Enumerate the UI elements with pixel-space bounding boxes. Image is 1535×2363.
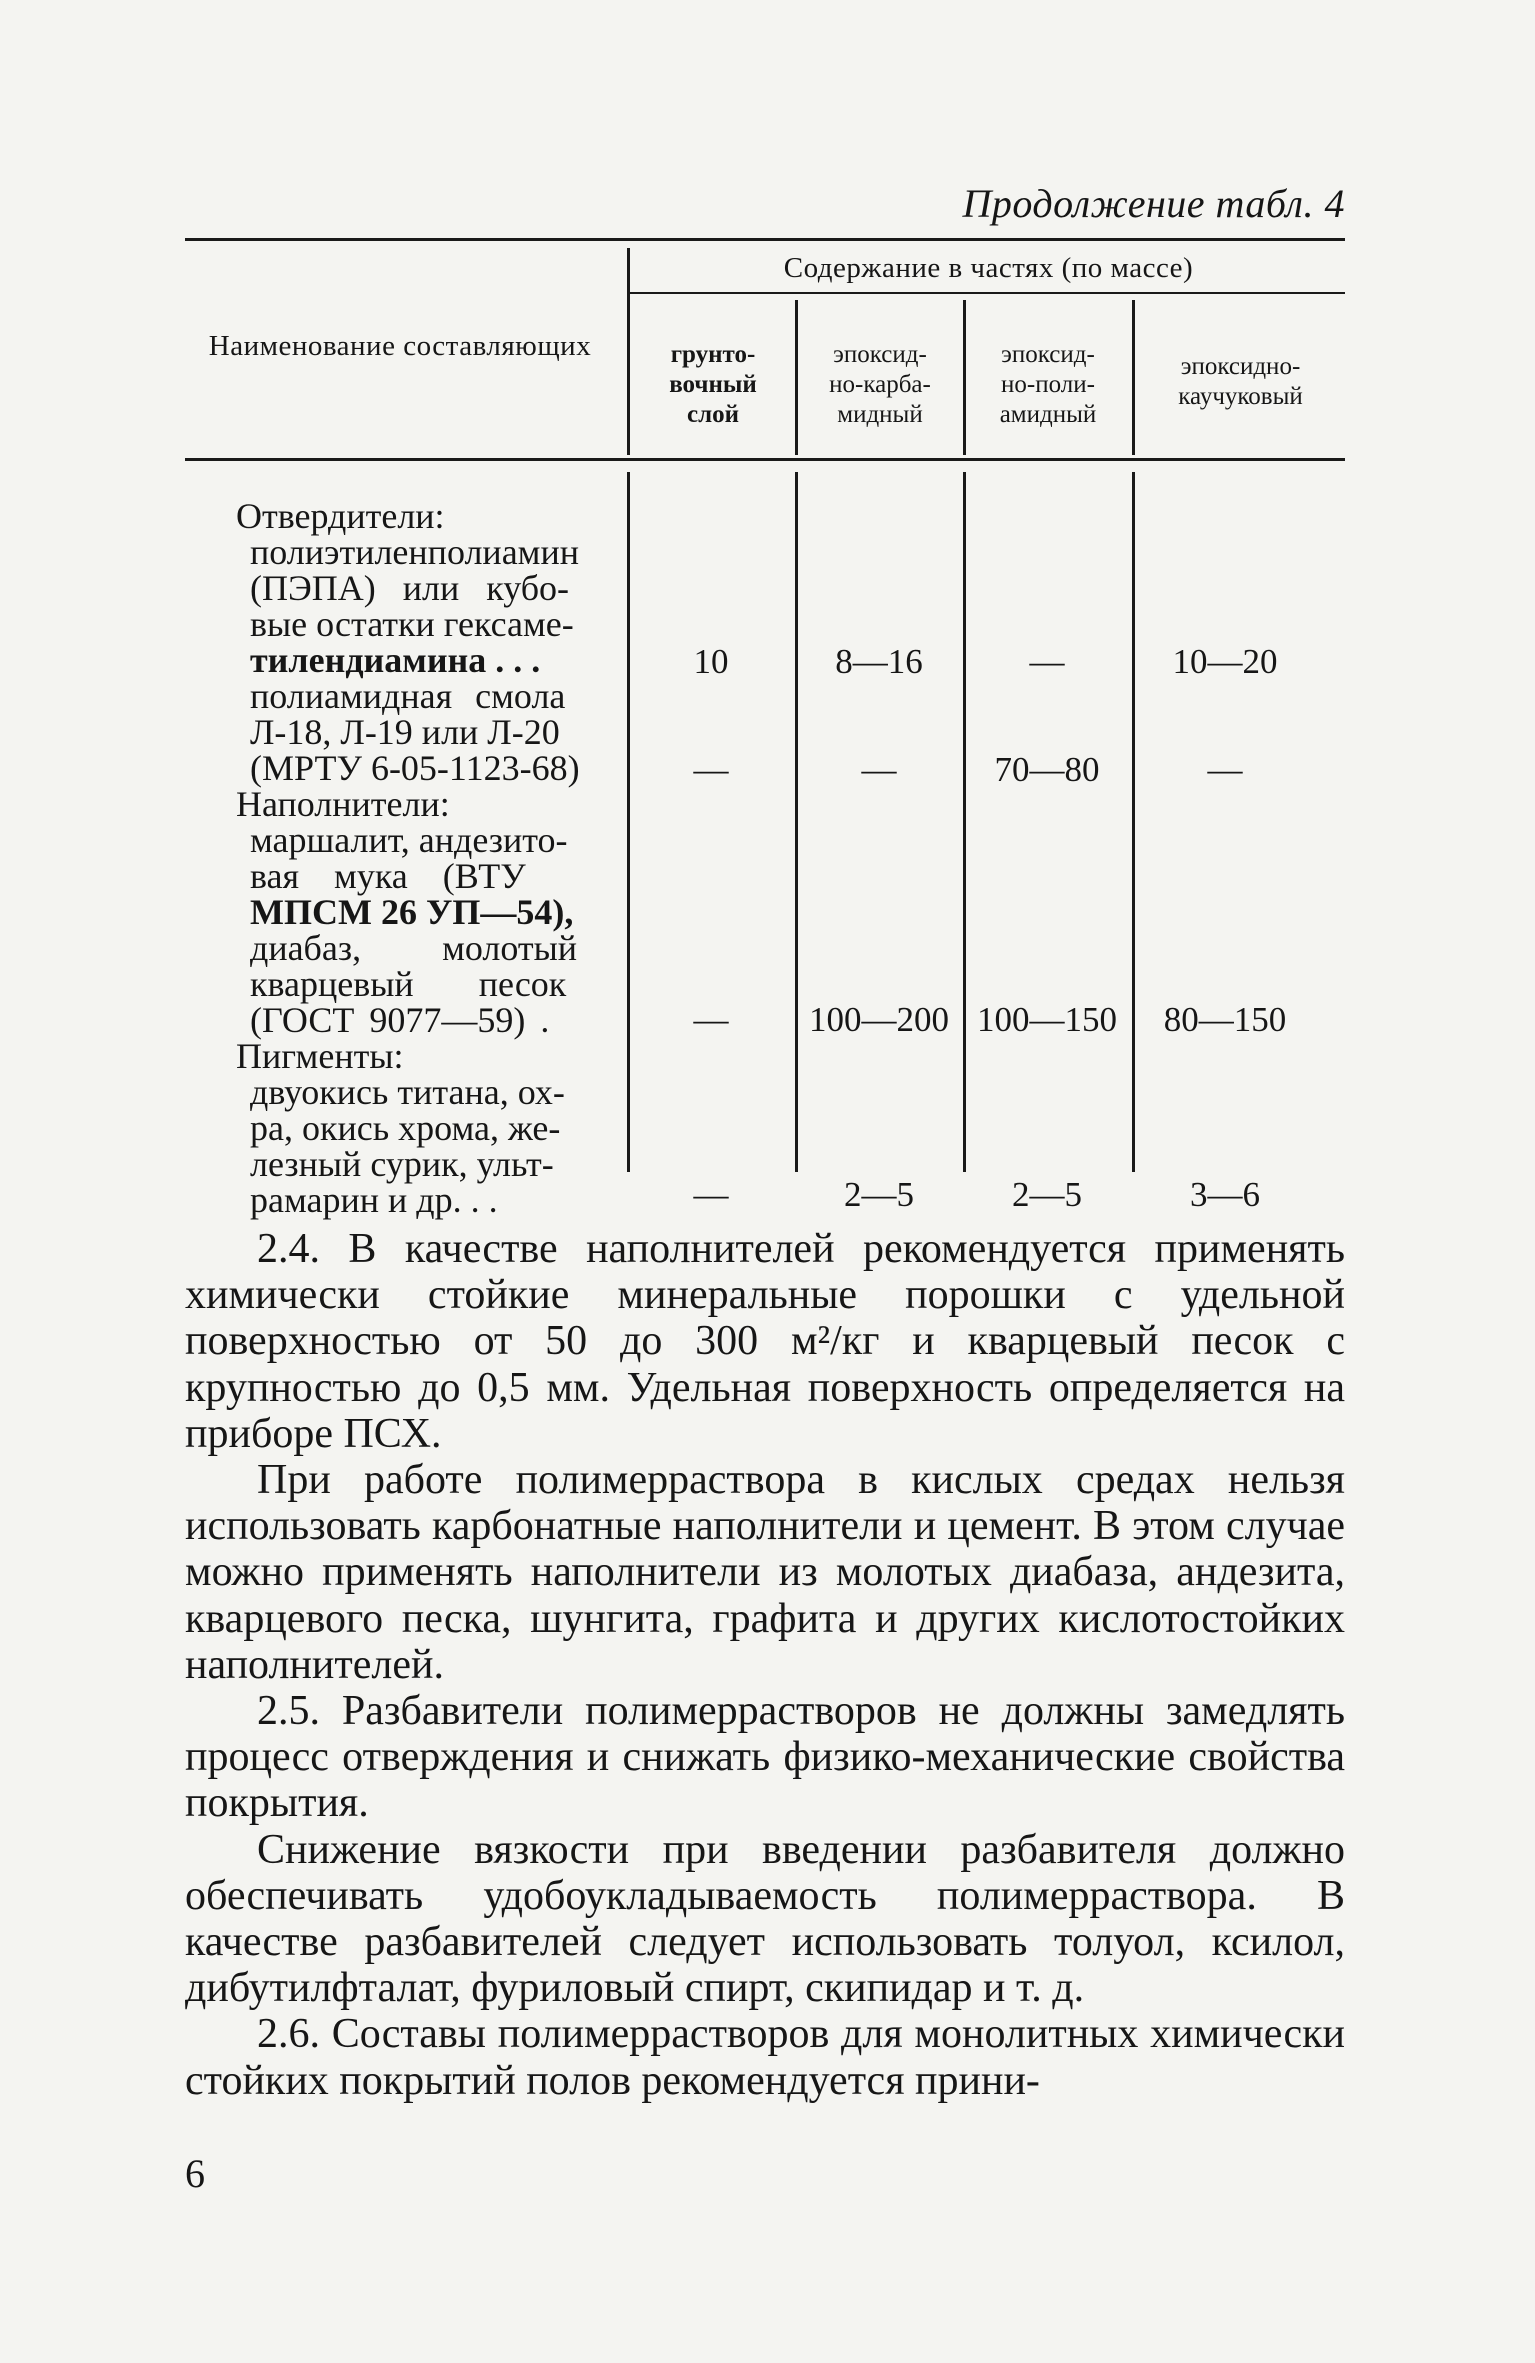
table-cell: 70—80: [994, 750, 1100, 789]
page-number: 6: [185, 2151, 205, 2196]
row-desc-line: (ГОСТ 9077—59) .: [250, 1000, 550, 1040]
header-bottom-rule: [185, 458, 1345, 461]
row-desc-line: вые остатки гексаме-: [250, 604, 574, 644]
row-desc-line: маршалит, андезито-: [250, 820, 568, 860]
column-header-epoxy-rubber: эпоксидно- каучуковый: [1178, 353, 1303, 410]
table-continuation-label: Продолжение табл. 4: [962, 181, 1345, 226]
body-text: [185, 1226, 1345, 2104]
row-desc-line: двуокись титана, ох-: [250, 1072, 565, 1112]
table-vline-2: [795, 300, 798, 455]
row-desc-line: диабаз, молотый: [250, 928, 578, 968]
row-desc-line: Наполнители:: [236, 784, 450, 824]
row-desc-line: (ПЭПА) или кубо-: [250, 568, 570, 608]
paragraph-2-5: 2.5. Разбавители полимеррастворов не должны замедлять процесс отверждения и снижать физико-механические свойства покрытия.: [185, 1688, 1345, 1827]
table-vline-4: [1132, 300, 1135, 455]
table-vline-1: [627, 248, 630, 455]
paragraph-acid-media: При работе полимерраствора в кислых средах нельзя использовать карбонатные наполнители и цемент. В этом случае можно применять наполнители из молотых диабаза, андезита, кварцевого песка, шунгита, графита и других кислотостойких наполнителей.: [185, 1457, 1345, 1688]
row-desc-line: Отвердители:: [236, 496, 445, 536]
table-cell: 3—6: [1190, 1175, 1260, 1214]
table-cell: 100—150: [977, 1000, 1117, 1039]
body-vline-1: [627, 472, 630, 1172]
table-cell: 8—16: [835, 642, 923, 681]
content-column-header: Содержание в частях (по массе): [783, 252, 1194, 284]
row-desc-line: тилендиамина . . .: [250, 640, 541, 680]
row-desc-line: лезный сурик, ульт-: [250, 1144, 554, 1184]
paragraph-2-4: 2.4. В качестве наполнителей рекомендуется применять химически стойкие минеральные порошки с удельной поверхностью от 50 до 300 м²/кг и кварцевый песок с крупностью до 0,5 мм. Удельная поверхность определяется на приборе ПСХ.: [185, 1226, 1345, 1457]
row-desc-line: (МРТУ 6-05-1123-68): [250, 748, 580, 788]
table-cell: 80—150: [1163, 1000, 1287, 1039]
table-cell: 10: [693, 642, 729, 681]
row-desc-line: кварцевый песок: [250, 964, 567, 1004]
table-cell: —: [1207, 750, 1243, 789]
name-column-header: Наименование составляющих: [208, 330, 592, 362]
table-cell: —: [693, 1000, 729, 1039]
row-desc-line: полиэтиленполиамин: [250, 532, 579, 572]
row-desc-line: ра, окись хрома, же-: [250, 1108, 561, 1148]
row-desc-line: рамарин и др. . .: [250, 1180, 498, 1220]
row-desc-line: полиамидная смола: [250, 676, 566, 716]
paragraph-viscosity: Снижение вязкости при введении разбавителя должно обеспечивать удобоукладываемость полимерраствора. В качестве разбавителей следует использовать толуол, ксилол, дибутилфталат, фуриловый спирт, скипидар и т. д.: [185, 1826, 1345, 2012]
content-header-underline: [628, 292, 1345, 294]
column-header-primer: грунто- вочный слой: [669, 341, 757, 428]
body-vline-3: [963, 472, 966, 1172]
table-cell: 10—20: [1172, 642, 1278, 681]
table-cell: —: [693, 1175, 729, 1214]
column-header-epoxy-polyamide: эпоксид- но-поли- амидный: [999, 341, 1097, 428]
table-vline-3: [963, 300, 966, 455]
table-cell: —: [693, 750, 729, 789]
table-cell: —: [1029, 642, 1065, 681]
paragraph-2-6: 2.6. Составы полимеррастворов для монолитных химически стойких покрытий полов рекомендуется прини-: [185, 2011, 1345, 2104]
row-desc-line: вая мука (ВТУ: [250, 856, 526, 896]
column-header-epoxy-carbamide: эпоксид- но-карба- мидный: [829, 341, 931, 428]
body-vline-2: [795, 472, 798, 1172]
row-desc-line: Л-18, Л-19 или Л-20: [250, 712, 560, 752]
table-cell: 2—5: [844, 1175, 914, 1214]
table-top-rule: [185, 238, 1345, 241]
table-cell: 100—200: [809, 1000, 949, 1039]
body-vline-4: [1132, 472, 1135, 1172]
row-desc-line: Пигменты:: [236, 1036, 404, 1076]
table-cell: 2—5: [1012, 1175, 1082, 1214]
table-cell: —: [861, 750, 897, 789]
row-desc-line: МПСМ 26 УП—54),: [250, 892, 574, 932]
